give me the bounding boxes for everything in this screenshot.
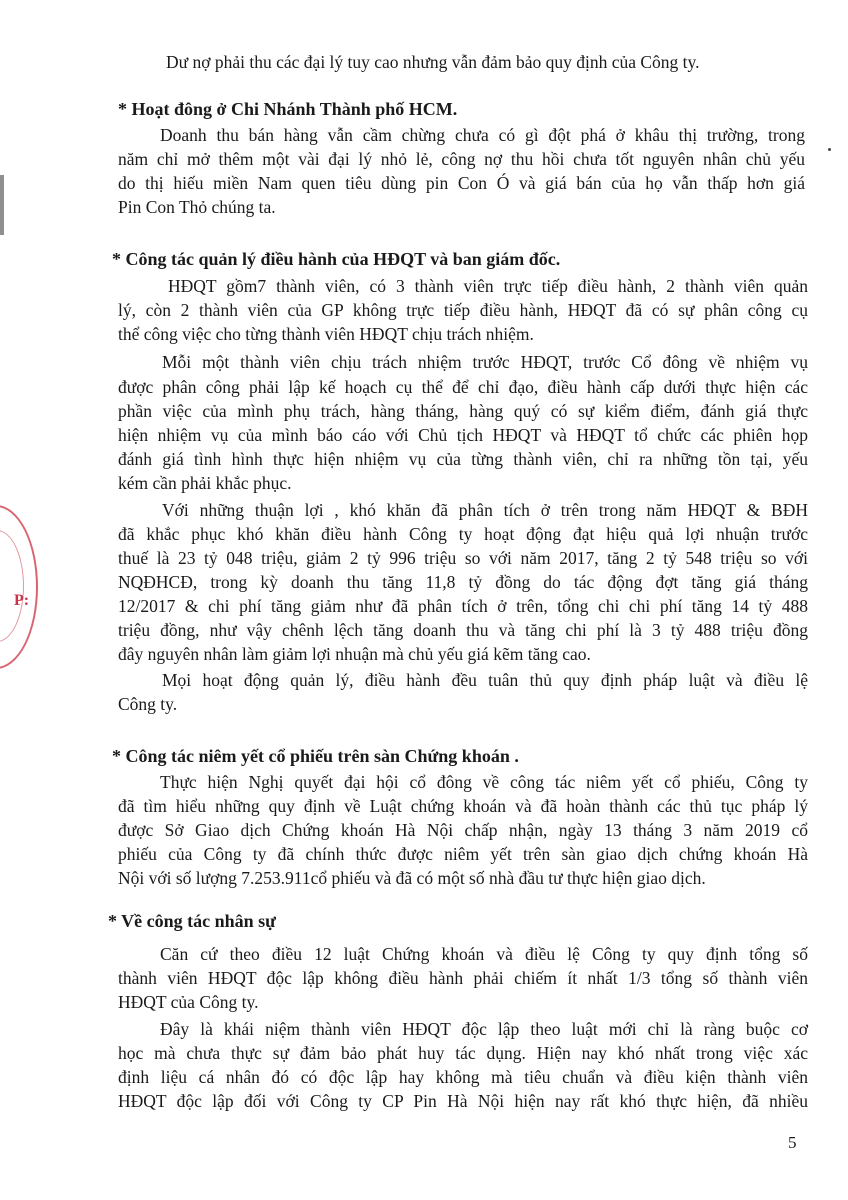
- text-line: Công ty.: [118, 694, 178, 714]
- text-line: đã khắc phục khó khăn điều hành Công ty hoạt động đạt hiệu quả lợi nhuận trước: [118, 524, 808, 544]
- section-heading: * Về công tác nhân sự: [108, 911, 276, 931]
- text-line: HĐQT gồm7 thành viên, có 3 thành viên trực tiếp điều hành, 2 thành viên quản: [168, 276, 808, 296]
- section-heading: * Công tác niêm yết cổ phiếu trên sàn Chứng khoán .: [112, 746, 519, 766]
- text-line: 12/2017 & chi phí tăng giảm như đã phân tích ở trên, tổng chi chi phí tăng 14 tỷ 488: [118, 596, 808, 616]
- section-heading: * Hoạt đông ở Chi Nhánh Thành phố HCM.: [118, 99, 458, 119]
- text-line: phiếu của Công ty đã chính thức được niêm yết trên sàn giao dịch chứng khoán Hà: [118, 844, 808, 864]
- text-line: kém cần phải khắc phục.: [118, 473, 292, 493]
- text-line: Pin Con Thỏ chúng ta.: [118, 197, 276, 217]
- text-line: đánh giá tình hình thực hiện nhiệm vụ của từng thành viên, chỉ ra những tồn tại, yếu: [118, 449, 808, 469]
- text-line: do thị hiếu miền Nam quen tiêu dùng pin Con Ó và giá bán của họ vẫn thấp hơn giá: [118, 173, 805, 193]
- text-line: HĐQT của Công ty.: [118, 992, 259, 1012]
- text-line: năm chỉ mở thêm một vài đại lý nhỏ lẻ, công nợ thu hồi chưa tốt nguyên nhân chủ yếu: [118, 149, 805, 169]
- text-line: thuế là 23 tỷ 048 triệu, giảm 2 tỷ 996 triệu so với năm 2017, tăng 2 tỷ 548 triệu so với: [118, 548, 808, 568]
- text-line: lý, còn 2 thành viên của GP không trực tiếp điều hành, HĐQT đã có sự phân công cụ: [118, 300, 808, 320]
- text-line: thành viên HĐQT độc lập không điều hành phải chiếm ít nhất 1/3 tổng số thành viên: [118, 968, 808, 988]
- text-line: hiện nhiệm vụ của mình báo cáo với Chủ tịch HĐQT và HĐQT tổ chức các phiên họp: [118, 425, 808, 445]
- section-heading: * Công tác quản lý điều hành của HĐQT và ban giám đốc.: [112, 249, 561, 269]
- text-line: đây nguyên nhân làm giảm lợi nhuận mà chủ yếu giá kẽm tăng cao.: [118, 644, 591, 664]
- text-line: triệu đồng, như vậy chênh lệch tăng doanh thu và tăng chi phí là 3 tỷ 488 triệu đồng: [118, 620, 808, 640]
- text-line: Căn cứ theo điều 12 luật Chứng khoán và điều lệ Công ty quy định tổng số: [160, 944, 808, 964]
- text-line: Với những thuận lợi , khó khăn đã phân tích ở trên trong năm HĐQT & BĐH: [162, 500, 808, 520]
- page-number: 5: [788, 1133, 797, 1152]
- text-line: Doanh thu bán hàng vẫn cầm chừng chưa có gì đột phá ở khâu thị trường, trong: [160, 125, 805, 145]
- text-line: thể công việc cho từng thành viên HĐQT chịu trách nhiệm.: [118, 324, 534, 344]
- text-line: đã tìm hiểu những quy định về Luật chứng khoán và đã hoàn thành các thủ tục pháp lý: [118, 796, 808, 816]
- text-line: học mà chưa thực sự đảm bảo phát huy tác dụng. Hiện nay khó nhất trong việc xác: [118, 1043, 808, 1063]
- stamp-text: P:: [14, 592, 30, 609]
- text-line: được Sở Giao dịch Chứng khoán Hà Nội chấp nhận, ngày 13 tháng 3 năm 2019 cổ: [118, 820, 808, 840]
- text-line: Thực hiện Nghị quyết đại hội cổ đông về công tác niêm yết cổ phiếu, Công ty: [160, 772, 808, 792]
- text-line: HĐQT độc lập đối với Công ty CP Pin Hà Nội hiện nay rất khó thực hiện, đã nhiều: [118, 1091, 808, 1111]
- text-line: phần việc của mình phụ trách, hàng tháng, hàng quý có sự kiểm điểm, đánh giá thực: [118, 401, 808, 421]
- text-line: Dư nợ phải thu các đại lý tuy cao nhưng vẫn đảm bảo quy định của Công ty.: [166, 52, 700, 72]
- text-line: được phân công phải lập kế hoạch cụ thể để chỉ đạo, điều hành cấp dưới thực hiện các: [118, 377, 808, 397]
- text-line: định liệu cá nhân đó có độc lập hay không mà tiêu chuẩn và điều kiện thành viên: [118, 1067, 808, 1087]
- text-line: NQĐHCĐ, trong kỳ doanh thu tăng 11,8 tỷ đồng do tác động đợt tăng giá tháng: [118, 572, 808, 592]
- scan-edge-mark: [0, 175, 4, 235]
- text-line: Đây là khái niệm thành viên HĐQT độc lập theo luật mới chỉ là ràng buộc cơ: [160, 1019, 808, 1039]
- text-line: Mọi hoạt động quản lý, điều hành đều tuân thủ quy định pháp luật và điều lệ: [162, 670, 808, 690]
- text-line: Nội với số lượng 7.253.911cổ phiếu và đã có một số nhà đầu tư thực hiện giao dịch.: [118, 868, 706, 888]
- text-line: Mỗi một thành viên chịu trách nhiệm trước HĐQT, trước Cổ đông về nhiệm vụ: [162, 352, 808, 372]
- scan-speck: [828, 148, 831, 151]
